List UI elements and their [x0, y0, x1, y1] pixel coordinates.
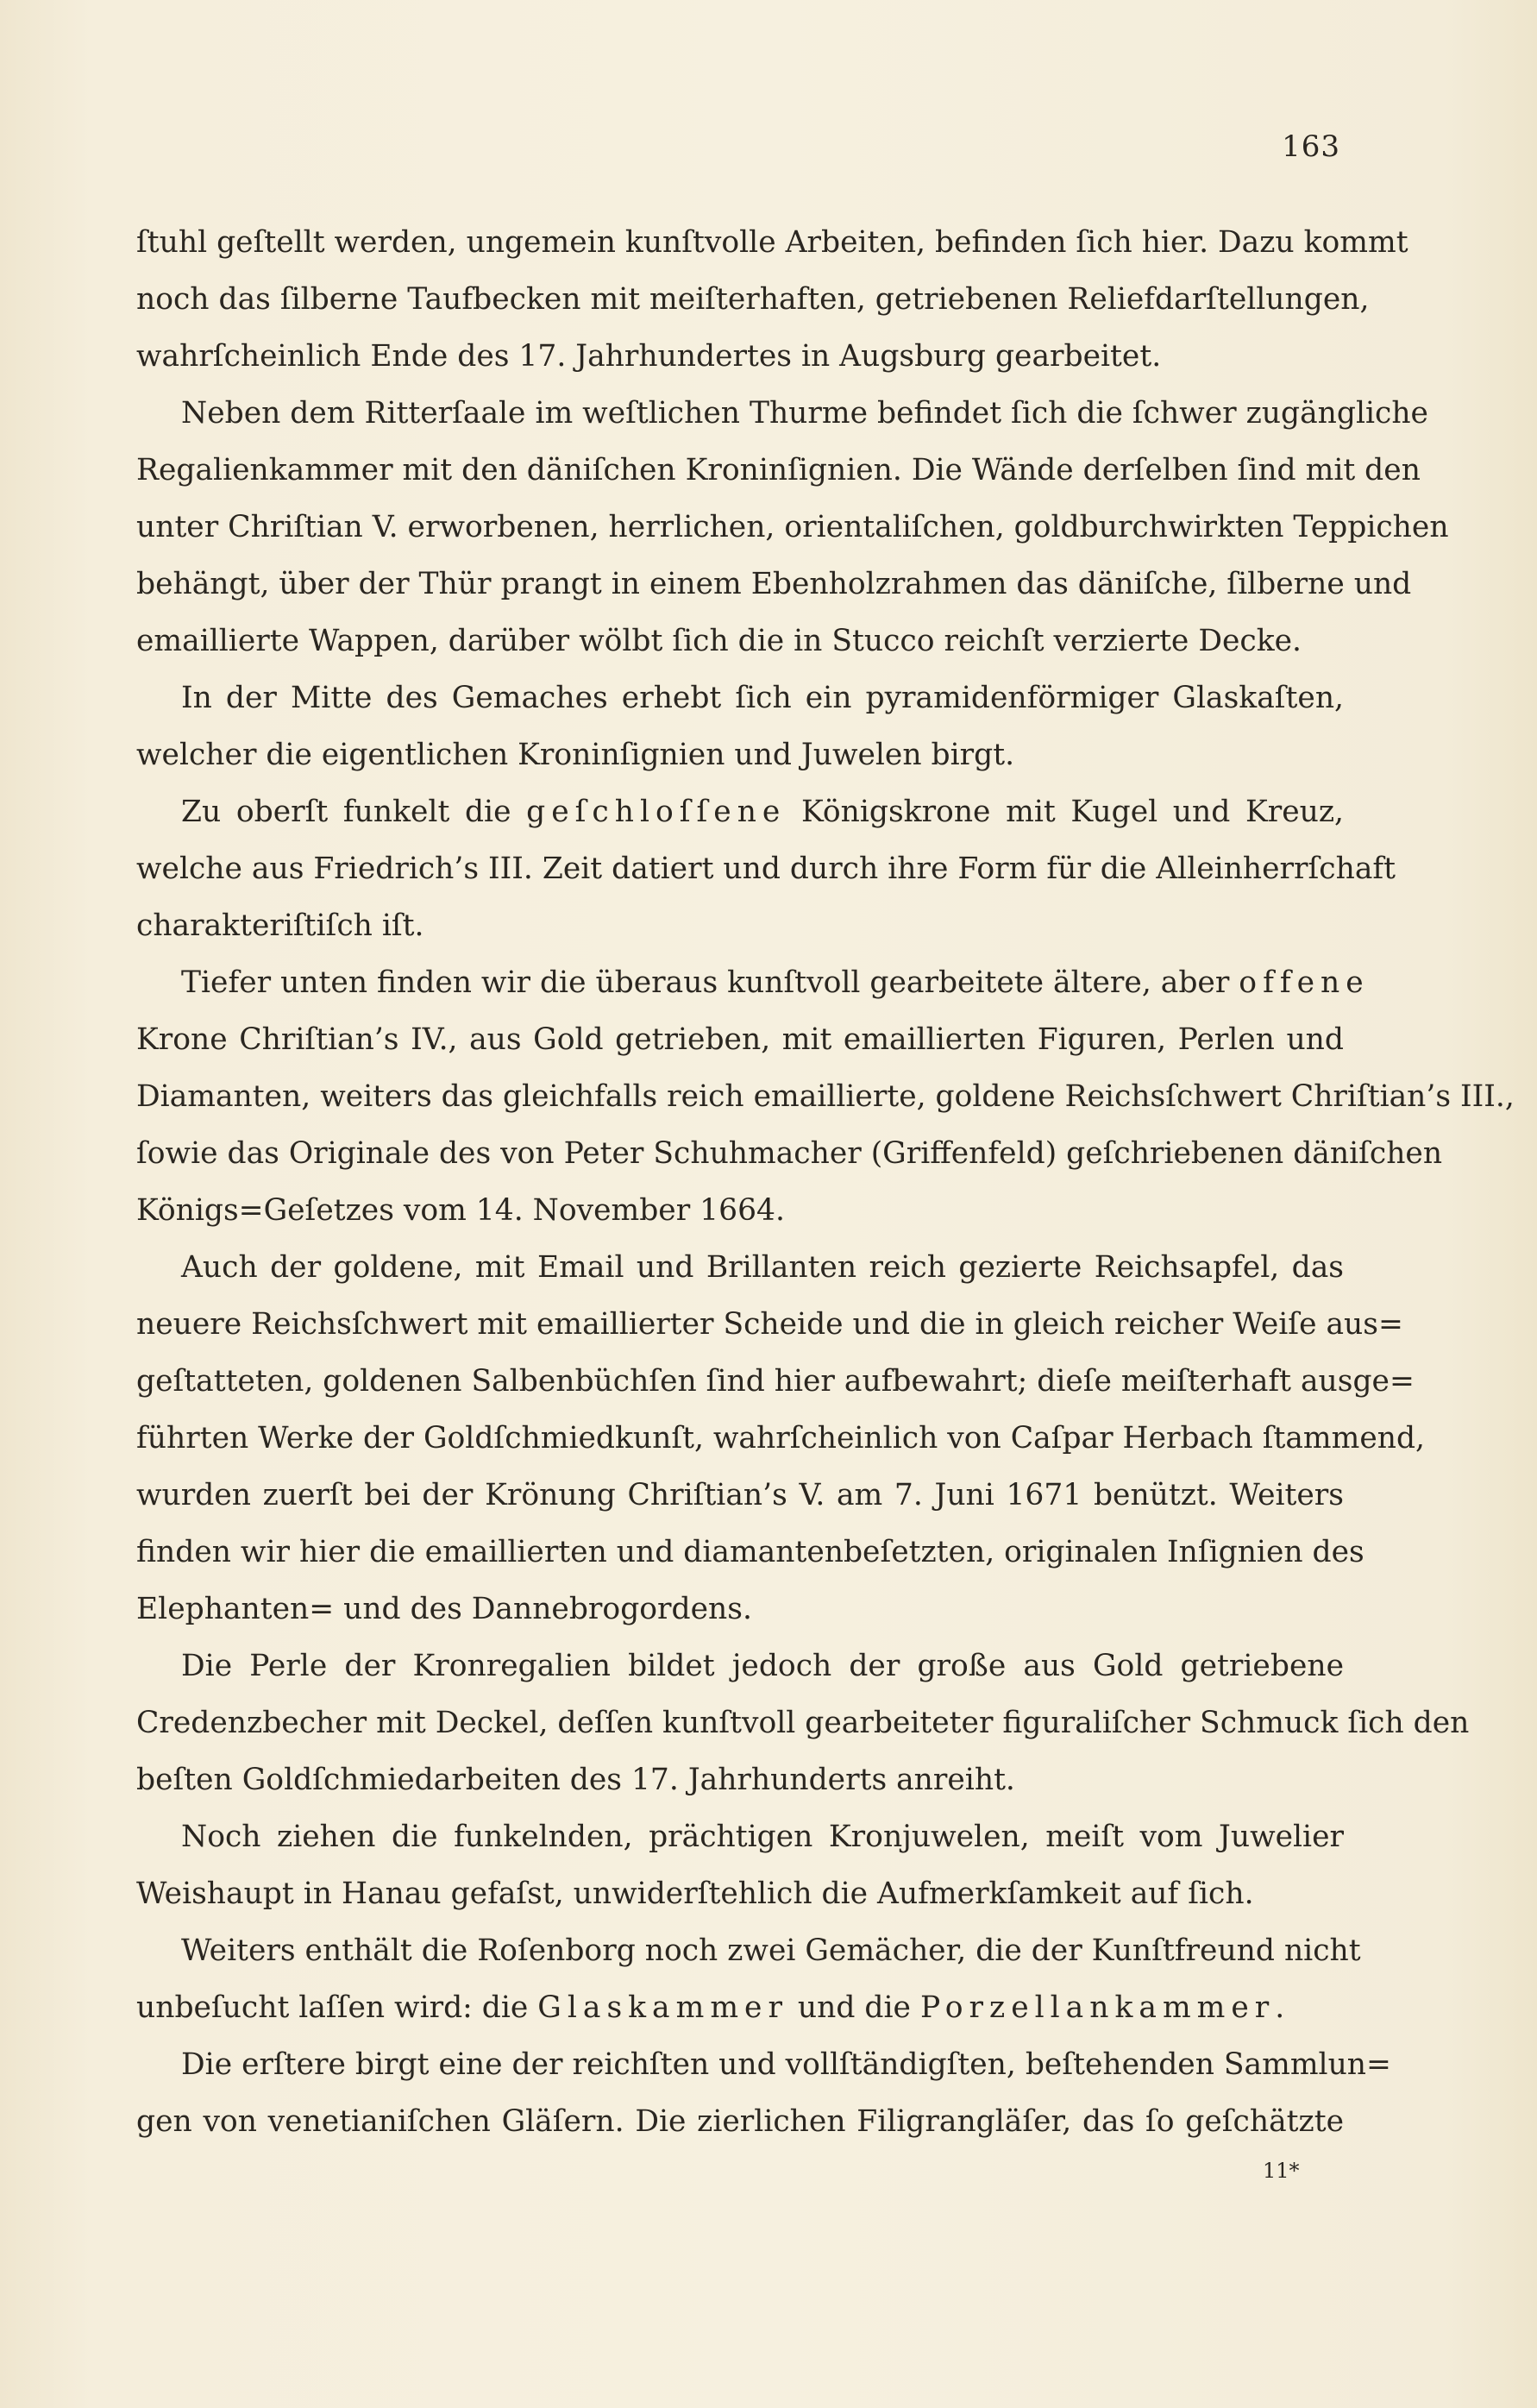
text-line: [136, 613, 1344, 670]
text-line: [136, 1296, 1403, 1353]
text-segment: Krone Chriſtian’s IV., aus Gold getrieben, mit emaillierten Figuren, Perlen und: [136, 1022, 1344, 1057]
text-segment: Tiefer unten finden wir die überaus kunſtvoll gearbeitete ältere, aber: [181, 965, 1239, 1000]
body-text: [136, 214, 1515, 2150]
text-segment: beſten Goldſchmiedarbeiten des 17. Jahrhunderts anreiht.: [136, 1763, 1015, 1797]
text-line: [136, 840, 1396, 897]
text-segment: Auch der goldene, mit Email und Brillanten reich gezierte Reichsapfel, das: [181, 1250, 1344, 1285]
text-segment: gen von venetianiſchen Gläſern. Die zierlichen Filigrangläſer, das ſo geſchätzte: [136, 2104, 1344, 2139]
paragraph-first-line: [136, 385, 1428, 442]
text-segment: Zu oberſt funkelt die: [181, 795, 527, 829]
text-segment: Elephanten= und des Dannebrogordens.: [136, 1592, 752, 1626]
text-segment: führten Werke der Goldſchmiedkunſt, wahrſcheinlich von Caſpar Herbach ſtammend,: [136, 1421, 1426, 1455]
text-segment: Neben dem Ritterſaale im weſtlichen Thurme befindet ſich die ſchwer zugängliche: [181, 396, 1428, 431]
text-segment: geſtatteten, goldenen Salbenbüchſen ſind hier aufbewahrt; dieſe meiſterhaft ausge=: [136, 1364, 1415, 1399]
text-segment: neuere Reichsſchwert mit emaillierter Scheide und die in gleich reicher Weiſe aus=: [136, 1307, 1403, 1342]
text-segment: Die Perle der Kronregalien bildet jedoch der große aus Gold getriebene: [181, 1649, 1344, 1683]
text-segment: Credenzbecher mit Deckel, deſſen kunſtvoll gearbeiteter figuraliſcher Schmuck ſich den: [136, 1706, 1470, 1740]
spaced-emphasis: geſchloſſene: [526, 795, 787, 829]
text-line: [136, 214, 1408, 271]
text-line: [136, 271, 1370, 328]
text-line: [136, 1353, 1415, 1410]
paragraph-first-line: [136, 670, 1344, 726]
text-segment: Königs=Geſetzes vom 14. November 1664.: [136, 1193, 785, 1228]
text-segment: ſowie das Originale des von Peter Schuhmacher (Griffenfeld) geſchriebenen däniſchen: [136, 1136, 1443, 1171]
text-line: [136, 1410, 1426, 1467]
text-line: [136, 442, 1421, 499]
text-line: [136, 1694, 1470, 1751]
text-segment: Regalienkammer mit den däniſchen Kroninſignien. Die Wände derſelben ſind mit den: [136, 453, 1421, 487]
text-line: [136, 1068, 1515, 1125]
text-segment: wahrſcheinlich Ende des 17. Jahrhundertes in Augsburg gearbeitet.: [136, 339, 1162, 374]
text-segment: .: [1275, 1990, 1285, 2025]
text-line: [136, 1581, 1344, 1638]
text-line: [136, 1011, 1344, 1068]
text-segment: charakteriſtiſch iſt.: [136, 909, 424, 943]
paragraph-first-line: [136, 1638, 1344, 1694]
text-line: [136, 1865, 1344, 1922]
text-segment: Weishaupt in Hanau gefaſst, unwiderſtehlich die Aufmerkſamkeit auf ſich.: [136, 1877, 1254, 1911]
text-line: [136, 1467, 1344, 1524]
text-line: [136, 1751, 1344, 1808]
text-line: [136, 1979, 1344, 2036]
text-line: [136, 328, 1344, 385]
signature-mark: 11*: [1263, 2159, 1300, 2183]
text-segment: behängt, über der Thür prangt in einem Ebenholzrahmen das däniſche, ſilberne und: [136, 567, 1412, 601]
spaced-emphasis: Porzellankammer: [919, 1990, 1276, 2025]
text-segment: und die: [787, 1990, 920, 2025]
text-segment: Die erſtere birgt eine der reichſten und vollſtändigſten, beſtehenden Sammlun=: [181, 2047, 1391, 2082]
text-segment: wurden zuerſt bei der Krönung Chriſtian’s V. am 7. Juni 1671 benützt. Weiters: [136, 1478, 1344, 1512]
text-segment: Diamanten, weiters das gleichfalls reich emaillierte, goldene Reichsſchwert Chriſtian’s III.,: [136, 1079, 1515, 1114]
text-line: [136, 499, 1449, 556]
spaced-emphasis: Glaskammer: [537, 1990, 788, 2025]
paragraph-first-line: [136, 1922, 1361, 1979]
text-segment: ſtuhl geſtellt werden, ungemein kunſtvolle Arbeiten, befinden ſich hier. Dazu kommt: [136, 225, 1408, 260]
text-segment: welcher die eigentlichen Kroninſignien und Juwelen birgt.: [136, 738, 1015, 772]
text-segment: noch das ſilberne Taufbecken mit meiſterhaften, getriebenen Reliefdarſtellungen,: [136, 282, 1370, 317]
text-line: [136, 897, 1344, 954]
text-segment: In der Mitte des Gemaches erhebt ſich ein pyramidenförmiger Glaskaſten,: [181, 681, 1344, 715]
text-line: [136, 726, 1344, 783]
text-line: [136, 556, 1412, 613]
text-segment: unter Chriſtian V. erworbenen, herrlichen, orientaliſchen, goldburchwirkten Teppichen: [136, 510, 1449, 544]
text-line: [136, 1125, 1443, 1182]
paragraph-first-line: [136, 1239, 1344, 1296]
paragraph-first-line: [136, 2036, 1391, 2093]
paragraph-first-line: [136, 954, 1370, 1011]
spaced-emphasis: offene: [1239, 965, 1370, 1000]
text-segment: emaillierte Wappen, darüber wölbt ſich die in Stucco reichſt verzierte Decke.: [136, 624, 1302, 658]
text-line: [136, 2093, 1344, 2150]
text-segment: finden wir hier die emaillierten und diamantenbeſetzten, originalen Inſignien des: [136, 1535, 1364, 1569]
paragraph-first-line: [136, 1808, 1344, 1865]
text-segment: welche aus Friedrich’s III. Zeit datiert und durch ihre Form für die Alleinherrſchaft: [136, 852, 1396, 886]
text-segment: Noch ziehen die funkelnden, prächtigen Kronjuwelen, meiſt vom Juwelier: [181, 1820, 1344, 1854]
text-segment: Weiters enthält die Roſenborg noch zwei Gemächer, die der Kunſtfreund nicht: [181, 1933, 1361, 1968]
text-line: [136, 1182, 1344, 1239]
text-segment: Königskrone mit Kugel und Kreuz,: [786, 795, 1344, 829]
page-number: 163: [1282, 129, 1340, 164]
paragraph-first-line: [136, 783, 1344, 840]
text-segment: unbeſucht laſſen wird: die: [136, 1990, 538, 2025]
text-line: [136, 1524, 1364, 1581]
